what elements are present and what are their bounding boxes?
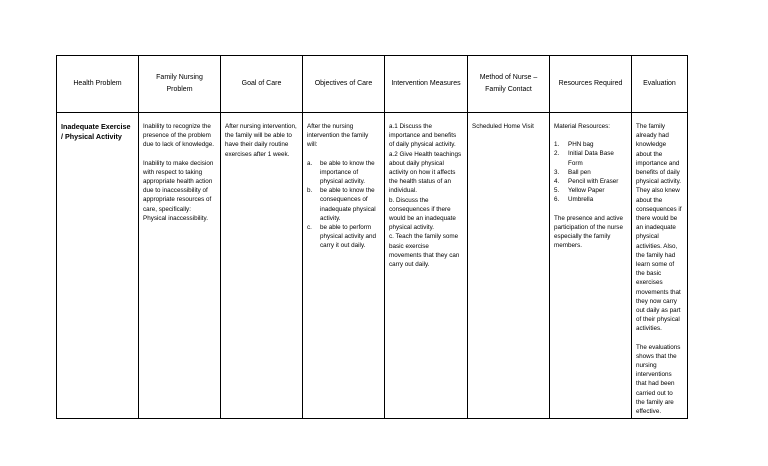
goal-of-care-text: After nursing intervention, the family will be able to have their daily routine exercises after 1 week. [225, 123, 297, 158]
header-family-nursing-problem: Family Nursing Problem [139, 56, 221, 113]
resources-list [554, 140, 627, 204]
header-intervention-measures: Intervention Measures [385, 56, 468, 113]
family-nursing-problem-1: Inability to recognize the presence of the problem due to lack of knowledge. [143, 123, 215, 149]
objectives-intro: After the nursing intervention the family will: [307, 123, 369, 149]
header-goal-of-care: Goal of Care [221, 56, 303, 113]
family-nursing-problem-cell [139, 113, 221, 419]
intervention-cell [385, 113, 468, 419]
list-item: a. be able to know the importance of physical activity. [307, 159, 375, 186]
list-item: 4. Pencil with Eraser [554, 178, 619, 186]
header-objectives-of-care: Objectives of Care [303, 56, 385, 113]
intervention-b: b. Discuss the consequences if there would be an inadequate physical activity. [389, 196, 456, 232]
list-item: c. be able to perform physical activity and carry it out daily. [307, 224, 376, 250]
list-item: 1. PHN bag [554, 141, 594, 149]
objectives-list [307, 159, 380, 251]
list-item: 6. Umbrella [554, 196, 594, 204]
resources-heading: Material Resources: [554, 123, 610, 130]
resources-cell [550, 113, 632, 419]
evaluation-1: The family already had knowledge about the importance and benefits of daily physical activity. They also knew about the consequences if there would be an inadequate physical activities. Also, the family had learn some of the basic exercises movements that they now carry out daily as part of their physical activities. [636, 123, 682, 333]
table-row [57, 113, 688, 419]
method-of-contact-text: Scheduled Home Visit [472, 123, 534, 130]
list-item: 5. Yellow Paper [554, 187, 605, 195]
intervention-a2: a.2 Give Health teachings about daily physical activity on how it affects the health status of an individual. [389, 150, 462, 195]
resources-note: The presence and active participation of the nurse especially the family members. [554, 214, 623, 250]
header-evaluation: Evaluation [632, 56, 688, 113]
objectives-cell [303, 113, 385, 419]
header-row [57, 56, 688, 113]
evaluation-2: The evaluations shows that the nursing interventions that had been carried out to the family are effective. [636, 343, 681, 416]
intervention-a1: a.1 Discuss the importance and benefits of daily physical activity. [389, 123, 457, 149]
intervention-c: c. Teach the family some basic exercise movements that they can carry out daily. [389, 233, 460, 269]
header-resources-required: Resources Required [550, 56, 632, 113]
list-item: 3. Ball pen [554, 168, 591, 176]
evaluation-cell [632, 113, 688, 419]
header-health-problem: Health Problem [57, 56, 139, 113]
goal-of-care-cell [221, 113, 303, 419]
header-method-of-contact: Method of Nurse – Family Contact [468, 56, 550, 113]
care-plan-table [56, 55, 688, 419]
health-problem-cell [57, 113, 139, 419]
family-nursing-problem-2: Inability to make decision with respect to taking appropriate health action due to inaccessibility of appropriate resources of care, specifically: Physical inaccessibility. [143, 159, 214, 222]
method-of-contact-cell [468, 113, 550, 419]
health-problem-text: Inadequate Exercise / Physical Activity [61, 122, 131, 141]
list-item: 2. Initial Data Base Form [554, 150, 614, 167]
list-item: b. be able to know the consequences of inadequate physical activity. [307, 187, 376, 222]
